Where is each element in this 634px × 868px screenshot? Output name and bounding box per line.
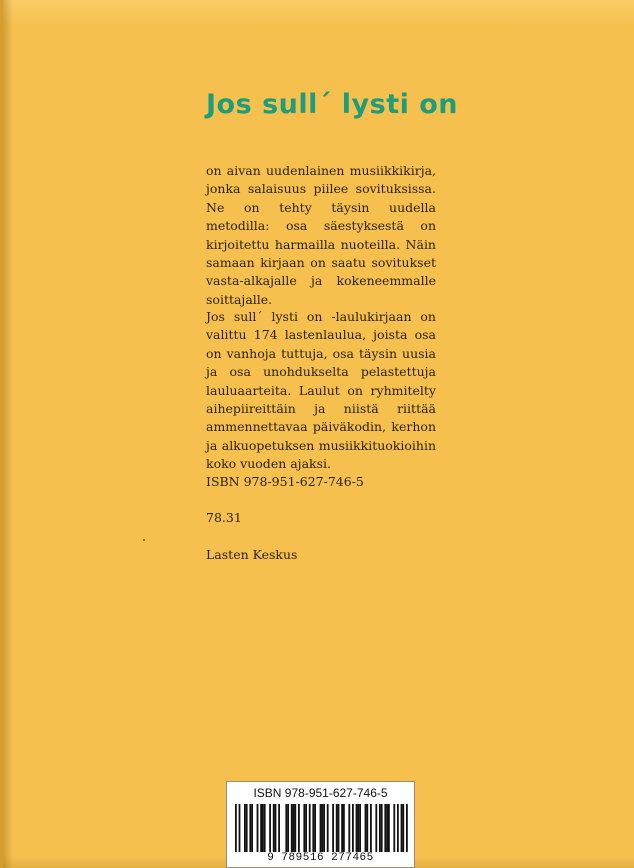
- classification-code: 78.31: [206, 510, 242, 526]
- print-speck: [143, 539, 145, 541]
- barcode-bar: [397, 804, 399, 852]
- barcode-bar: [249, 804, 251, 852]
- barcode-bar: [343, 804, 345, 852]
- barcode-bar: [287, 804, 289, 852]
- barcode-bar: [393, 804, 395, 852]
- barcode-bar: [312, 804, 314, 852]
- barcode-bar: [402, 804, 404, 852]
- barcode-isbn-text: ISBN 978-951-627-746-5: [253, 786, 388, 800]
- publisher-name: Lasten Keskus: [206, 546, 298, 562]
- barcode-bar: [246, 804, 248, 852]
- barcode-bar: [357, 804, 359, 852]
- barcode-bar: [375, 804, 377, 852]
- barcode-bar: [388, 804, 390, 852]
- barcode-bar: [262, 804, 264, 852]
- barcode-bar: [384, 804, 386, 852]
- barcode-bar: [239, 804, 241, 852]
- barcode-bar: [305, 804, 307, 852]
- barcode-bar: [379, 804, 381, 852]
- barcode-bar: [293, 804, 295, 852]
- barcode-bar: [251, 804, 253, 852]
- barcode-bar: [352, 804, 354, 852]
- barcode-bar: [278, 804, 280, 852]
- barcode-bar: [257, 804, 259, 852]
- barcode-bar: [338, 804, 340, 852]
- barcode-bar: [348, 804, 350, 852]
- barcode-bar: [365, 804, 367, 852]
- barcode-bar: [406, 804, 408, 852]
- barcode-bar: [341, 804, 343, 852]
- barcode-bar: [323, 804, 325, 852]
- book-title: Jos sull´ lysti on: [206, 89, 459, 120]
- barcode-bar: [285, 804, 287, 852]
- barcode-bar: [370, 804, 372, 852]
- barcode-bar: [269, 804, 271, 852]
- barcode-bar: [244, 804, 246, 852]
- barcode-bar: [356, 804, 358, 852]
- barcode-bar: [298, 804, 300, 852]
- barcode-bar: [314, 804, 316, 852]
- barcode-bar: [401, 804, 403, 852]
- barcode-bar: [275, 804, 277, 852]
- barcode-bar: [359, 804, 361, 852]
- barcode-bar: [320, 804, 322, 852]
- blurb-paragraph-1: on aivan uudenlainen musiikkikirja, jonka salaisuus piilee sovituksissa. Ne on tehty täysin uudella metodilla: osa säestyksestä on kirjoitettu harmailla nuoteilla. Näin samaan kirjaan on saatu sovitukset vasta-alkajalle ja kokeneemmalle soittajalle.: [206, 163, 436, 307]
- barcode-bar: [336, 804, 338, 852]
- barcode-bar: [235, 804, 237, 852]
- barcode-bar: [321, 804, 323, 852]
- barcode-bar: [381, 804, 383, 852]
- barcode-icon: [231, 804, 410, 852]
- barcode-label: [226, 781, 415, 868]
- barcode-digits: 9 789516 277465: [267, 852, 374, 864]
- barcode-bar: [273, 804, 275, 852]
- barcode-bar: [366, 804, 368, 852]
- barcode-bar: [294, 804, 296, 852]
- blurb-paragraph-2: Jos sull´ lysti on -laulukirjaan on valittu 174 lastenlaulua, joista osa on vanhoja tuttuja, osa täysin uusia ja osa unohdukselta pelastettuja lauluaarteita. Laulut on ryhmitelty aihepiireittäin ja niistä riittää ammennettavaa päiväkodin, kerhon ja alkuopetuksen musiikkituokioihin koko vuoden ajaksi.: [206, 309, 436, 472]
- barcode-bar: [386, 804, 388, 852]
- blurb: [206, 162, 436, 582]
- isbn-text: ISBN 978-951-627-746-5: [206, 474, 364, 489]
- barcode-bar: [291, 804, 293, 852]
- barcode-bar: [327, 804, 329, 852]
- barcode-bar: [260, 804, 262, 852]
- barcode-bar: [309, 804, 311, 852]
- barcode-bar: [303, 804, 305, 852]
- barcode-bar: [264, 804, 266, 852]
- barcode-bar: [332, 804, 334, 852]
